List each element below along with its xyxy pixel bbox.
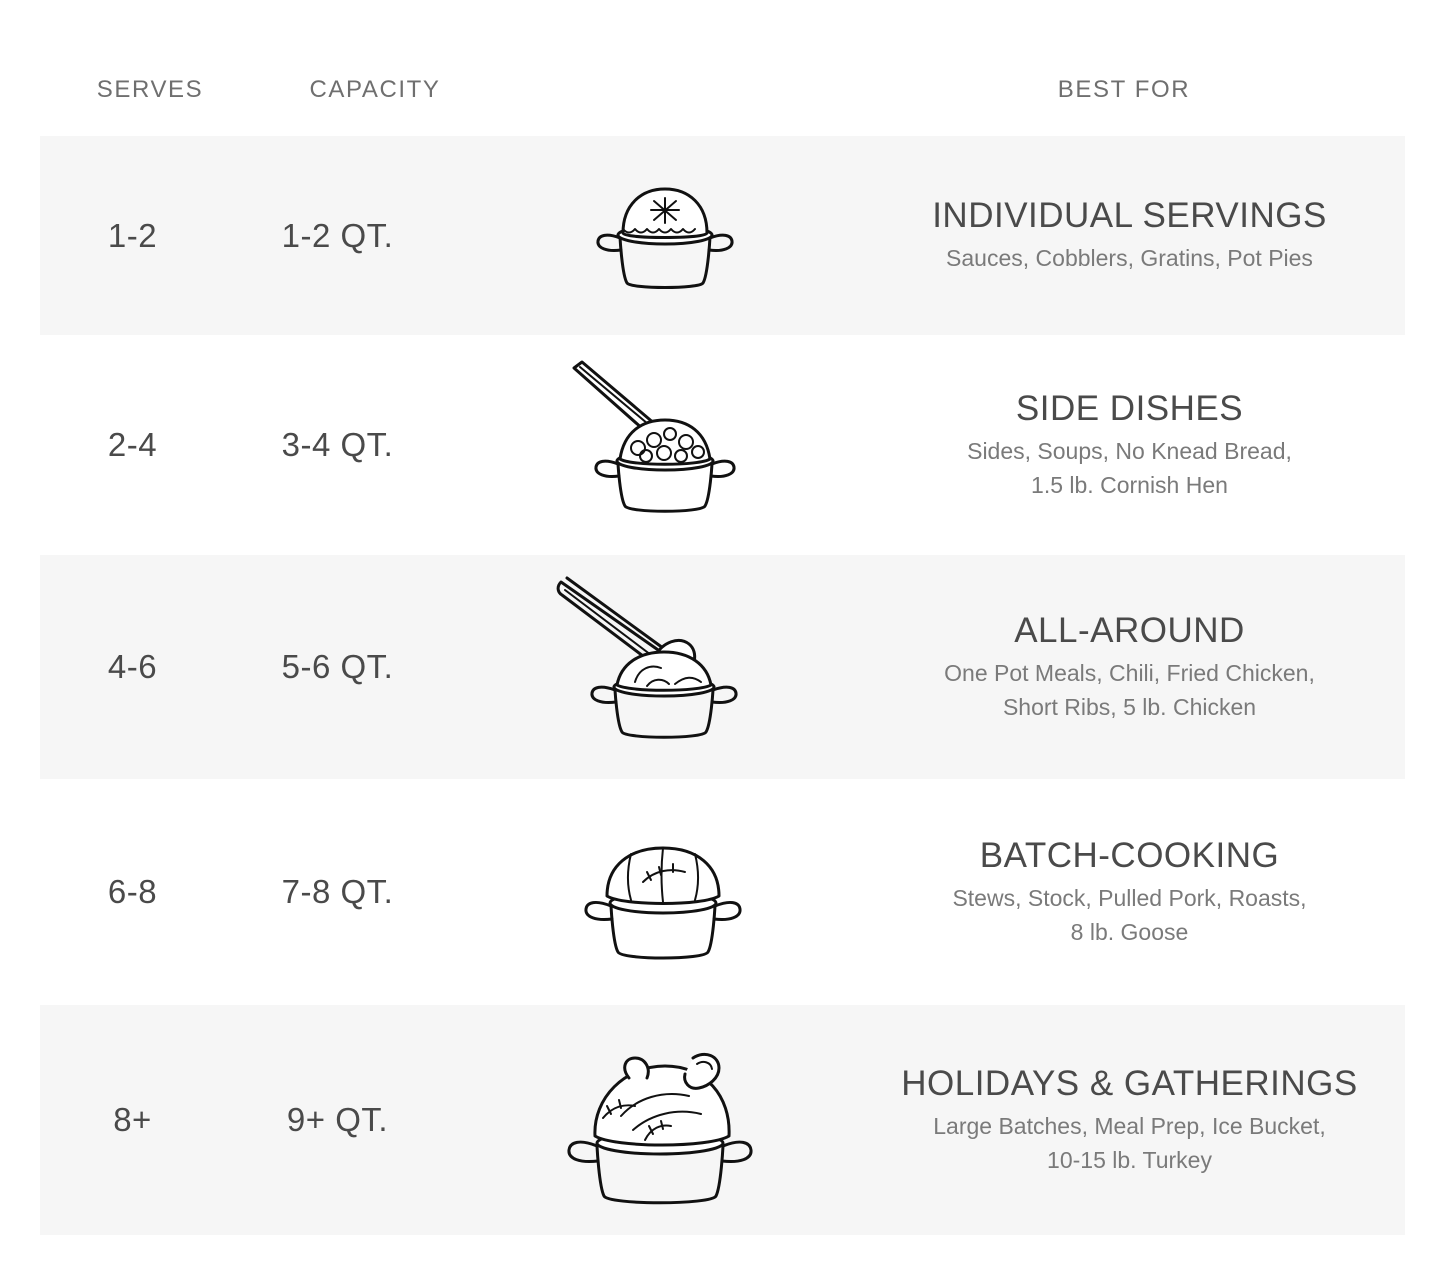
cell-capacity: 1-2 QT. — [281, 216, 394, 254]
cell-capacity: 5-6 QT. — [281, 648, 394, 685]
pot-with-spoon-icon — [450, 358, 880, 533]
cell-best-for — [880, 195, 1405, 276]
column-header-capacity: CAPACITY — [309, 76, 441, 103]
cell-best-for — [880, 1063, 1405, 1177]
best-for-subtitle: Sides, Soups, No Knead Bread, 1.5 lb. Cornish Hen — [967, 438, 1292, 498]
best-for-title: BATCH-COOKING — [979, 836, 1280, 875]
table-row — [40, 779, 1405, 1005]
pot-pie-icon — [450, 171, 880, 301]
column-header-best-for: BEST FOR — [1057, 76, 1191, 103]
best-for-title: INDIVIDUAL SERVINGS — [932, 196, 1327, 236]
best-for-title: ALL-AROUND — [1014, 611, 1245, 650]
best-for-subtitle: Large Batches, Meal Prep, Ice Bucket, 10-15 lb. Turkey — [933, 1113, 1326, 1173]
table-row — [40, 335, 1405, 555]
pot-with-turkey-icon — [450, 1020, 880, 1220]
best-for-title: SIDE DISHES — [1015, 389, 1244, 428]
table-row — [40, 555, 1405, 779]
table-row — [40, 1005, 1405, 1235]
best-for-subtitle: Stews, Stock, Pulled Pork, Roasts, 8 lb. Goose — [952, 885, 1307, 945]
cell-best-for — [880, 610, 1405, 724]
cell-best-for — [880, 388, 1405, 502]
cell-best-for — [880, 835, 1405, 949]
column-header-serves: SERVES — [96, 76, 204, 103]
cell-serves: 1-2 — [107, 216, 158, 254]
best-for-title: HOLIDAYS & GATHERINGS — [901, 1064, 1358, 1103]
cell-capacity: 7-8 QT. — [281, 873, 394, 910]
best-for-subtitle: One Pot Meals, Chili, Fried Chicken, Short Ribs, 5 lb. Chicken — [944, 660, 1315, 720]
cell-capacity: 9+ QT. — [286, 1101, 389, 1138]
cell-capacity: 3-4 QT. — [281, 426, 394, 463]
table-row — [40, 136, 1405, 335]
cell-serves: 2-4 — [107, 426, 158, 463]
pot-with-tongs-chicken-icon — [450, 572, 880, 762]
pot-with-roast-icon — [450, 810, 880, 975]
table-header — [0, 0, 1445, 136]
best-for-subtitle: Sauces, Cobblers, Gratins, Pot Pies — [946, 245, 1313, 272]
cell-serves: 4-6 — [107, 648, 158, 685]
cell-serves: 8+ — [113, 1101, 152, 1138]
cell-serves: 6-8 — [107, 873, 158, 910]
